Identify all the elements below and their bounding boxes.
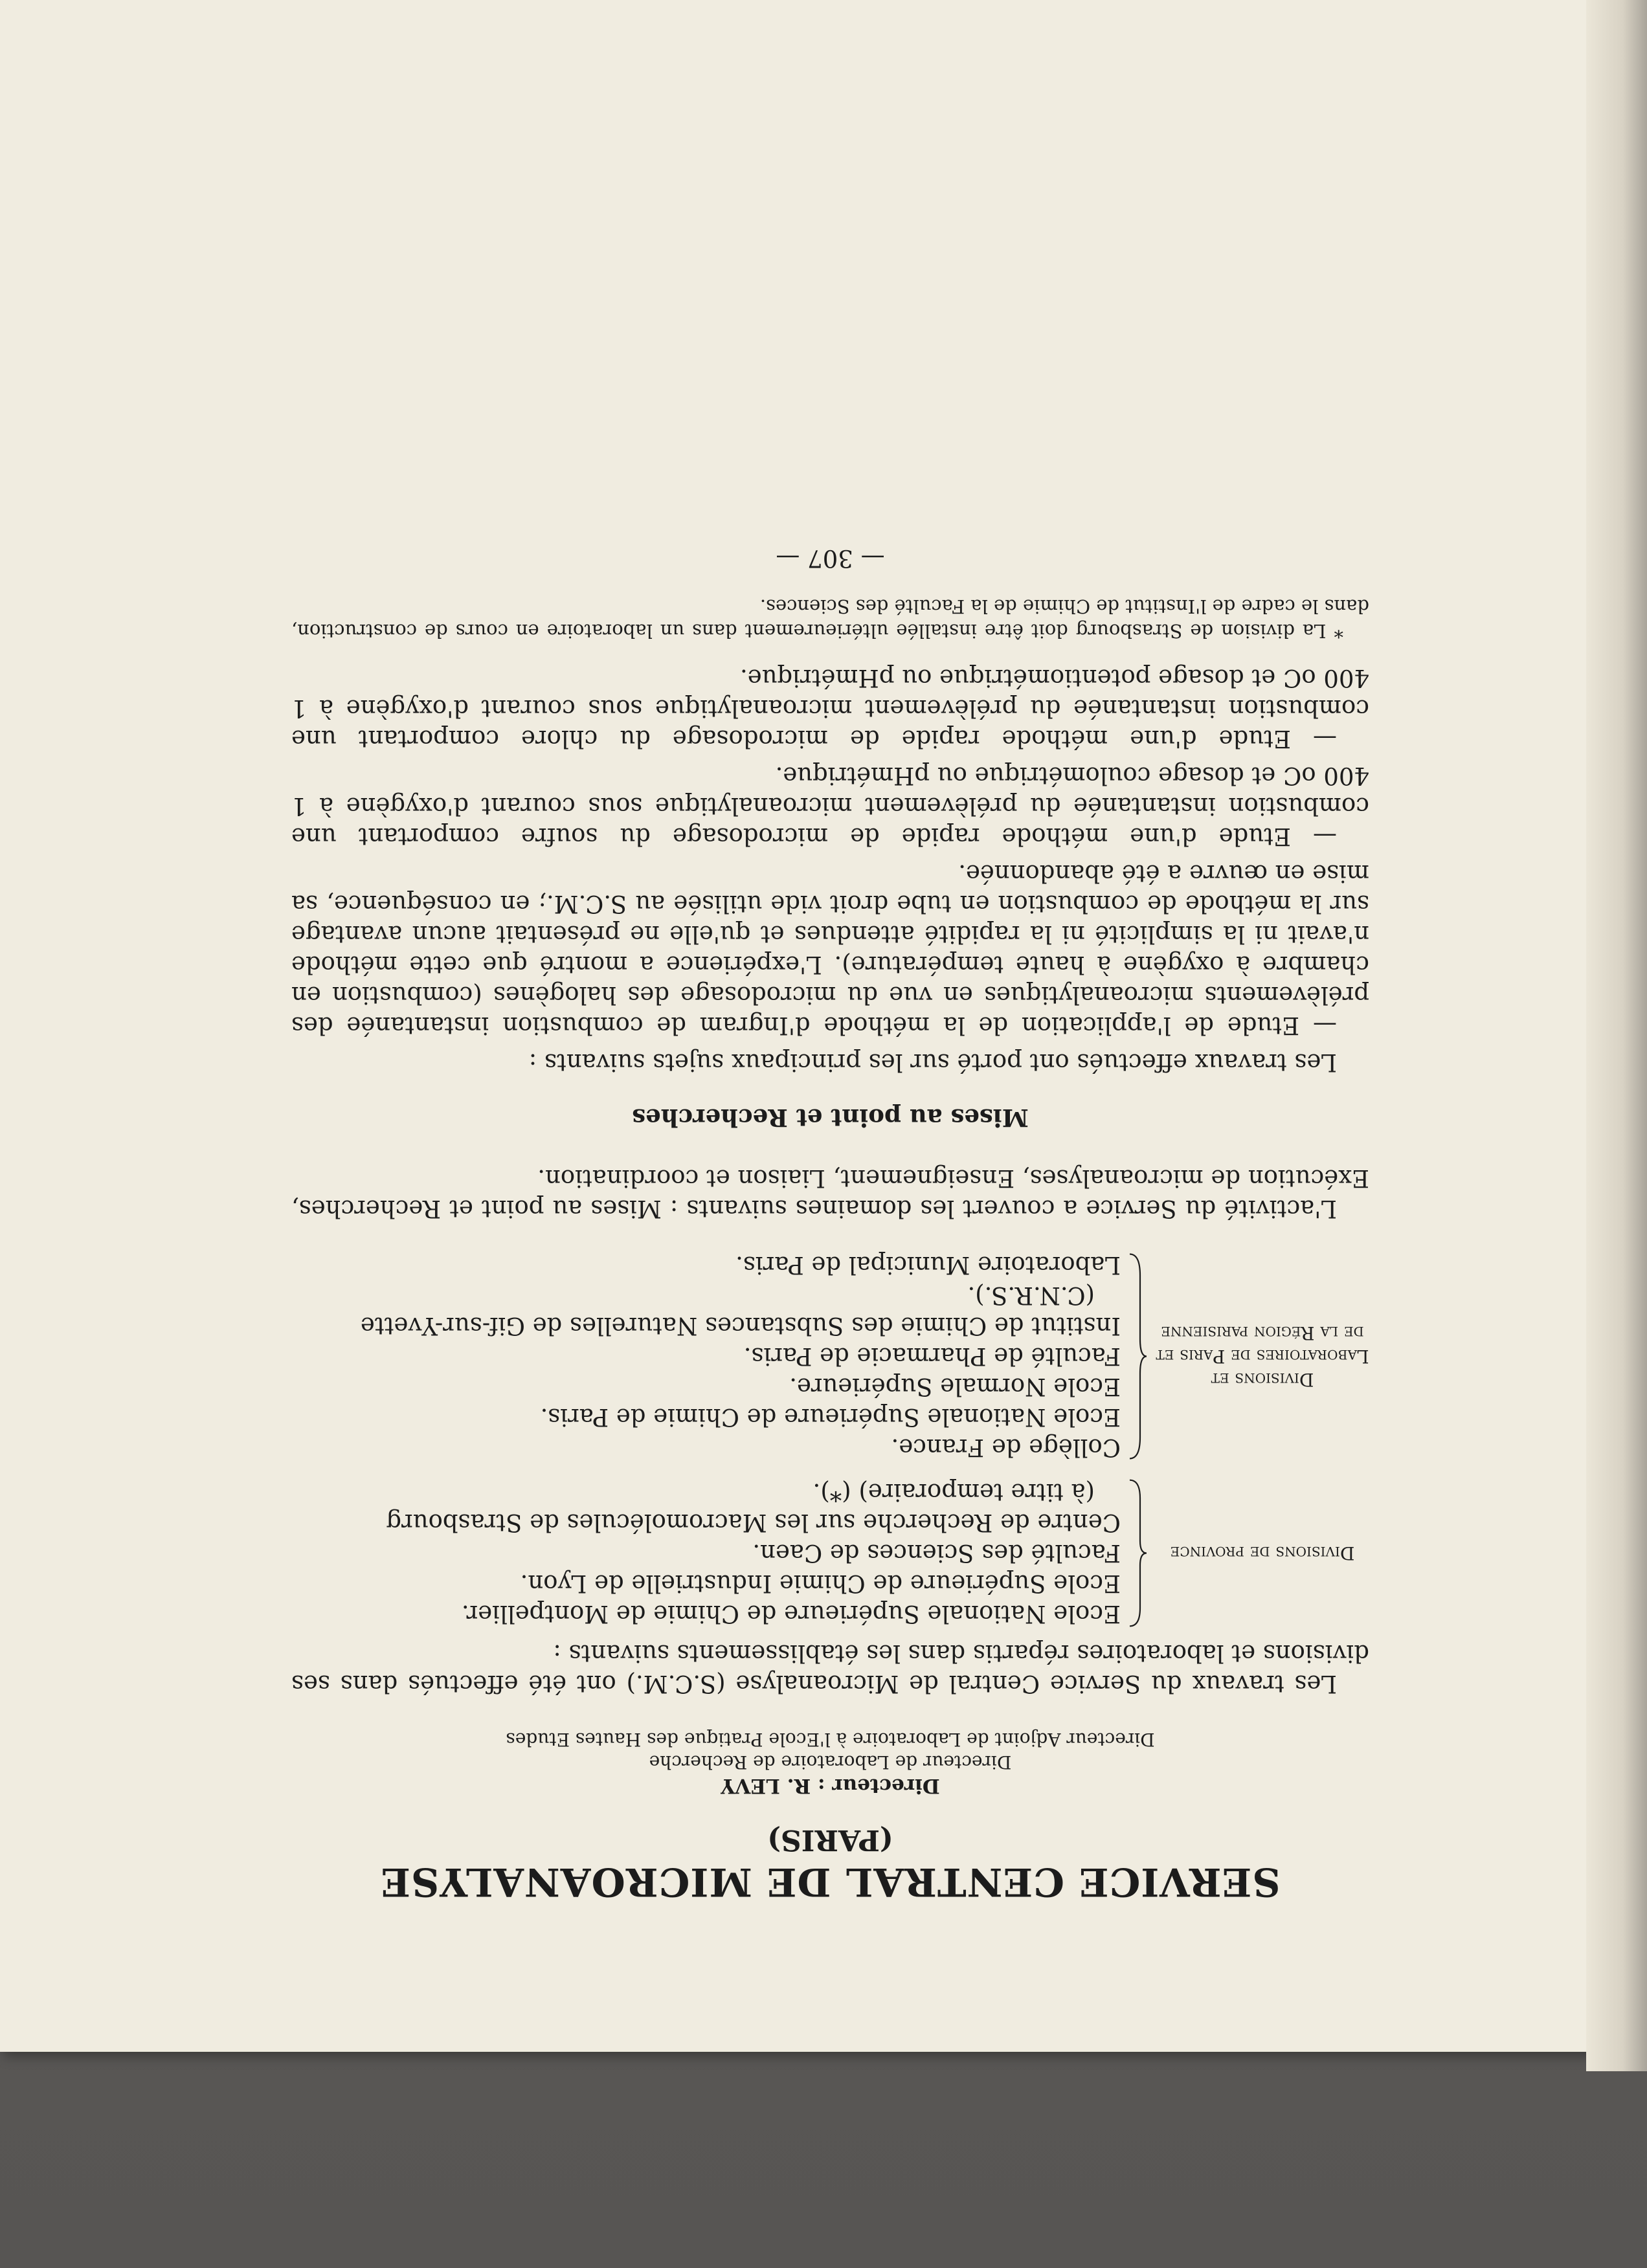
- page-content-rotated: [291, 155, 1369, 1903]
- activity-paragraph: L'activité du Service a couvert les domaines suivants : Mises au point et Recherches, Exécution de microanalyses, Enseignement, Liaison et coordination.: [291, 1164, 1369, 1223]
- list-item: Collège de France.: [891, 1434, 1121, 1462]
- brace-icon: [1127, 1477, 1149, 1629]
- director-name: Directeur : R. LEVY: [721, 1774, 940, 1797]
- list-item: Ecole Nationale Supérieure de Chimie de Montpellier.: [461, 1600, 1121, 1628]
- list-item: (à titre temporaire) (*).: [812, 1478, 1095, 1506]
- section-heading: Mises au point et Recherches: [632, 1104, 1029, 1132]
- research-item: — Etude de l'application de la méthode d'Ingram de combustion instantanée des prélèvements microanalytiques en vue du microdosage des halogènes (combustion en chambre à oxygène à haute température). L'expérience a montré que cette méthode n'avait ni la simplicité ni la rapidité attendues et qu'elle ne présentait aucun avantage sur la méthode de combustion en tube droit vide utilisée au S.C.M.; en conséquence, sa mise en œuvre a été abandonnée.: [291, 860, 1369, 1040]
- page-edge-shadow: [1586, 0, 1647, 2071]
- list-item: Ecole Nationale Supérieure de Chimie de Paris.: [540, 1403, 1121, 1431]
- brace-icon: [1127, 1250, 1149, 1463]
- research-item: — Etude d'une méthode rapide de microdosage du soufre comportant une combustion instantanée du prélèvement microanalytique sous courant d'oxygène à 1 400 oC et dosage coulométrique ou pHmétrique.: [291, 762, 1369, 850]
- list-item: (C.N.R.S.).: [967, 1282, 1095, 1309]
- list-item: Faculté des Sciences de Caen.: [752, 1539, 1121, 1567]
- list-item: Centre de Recherche sur les Macromolécules de Strasbourg: [386, 1509, 1121, 1537]
- research-item: — Etude d'une méthode rapide de microdosage du chlore comportant une combustion instantanée du prélèvement microanalytique sous courant d'oxygène à 1 400 oC et dosage potentiométrique ou pHmétrique.: [291, 664, 1369, 753]
- page-number: — 307 —: [776, 544, 885, 572]
- director-role-2: Directeur Adjoint de Laboratoire à l'Ecole Pratique des Hautes Etudes: [506, 1729, 1155, 1750]
- page-subtitle: (PARIS): [767, 1823, 893, 1856]
- list-item: Faculté de Pharmacie de Paris.: [743, 1342, 1121, 1370]
- footnote: * La division de Strasbourg doit être installée ultérieurement dans un laboratoire en cours de construction, dans le cadre de l'Institut de Chimie de la Faculté des Sciences.: [291, 595, 1369, 642]
- province-list: [291, 1477, 1127, 1629]
- province-divisions: [291, 1477, 1369, 1629]
- director-role-1: Directeur de Laboratoire de Recherche: [649, 1751, 1012, 1773]
- paris-list: [291, 1250, 1127, 1463]
- list-item: Ecole Supérieure de Chimie Industrielle de Lyon.: [520, 1570, 1121, 1597]
- paris-divisions: [291, 1250, 1369, 1463]
- section-intro: Les travaux effectués ont porté sur les principaux sujets suivants :: [528, 1049, 1337, 1076]
- page-title: SERVICE CENTRAL DE MICROANALYSE: [380, 1859, 1281, 1904]
- paris-label: Divisions et Laboratoires de Paris et de la Région parisienne: [1156, 1322, 1369, 1391]
- list-item: Institut de Chimie des Substances Naturelles de Gif-sur-Yvette: [360, 1312, 1121, 1340]
- list-item: Laboratoire Municipal de Paris.: [735, 1251, 1121, 1279]
- intro-paragraph: Les travaux du Service Central de Microanalyse (S.C.M.) ont été effectués dans ses divisions et laboratoires répartis dans les établissements suivants :: [291, 1640, 1369, 1698]
- list-item: Ecole Normale Supérieure.: [789, 1373, 1121, 1401]
- province-label: Divisions de province: [1170, 1542, 1355, 1564]
